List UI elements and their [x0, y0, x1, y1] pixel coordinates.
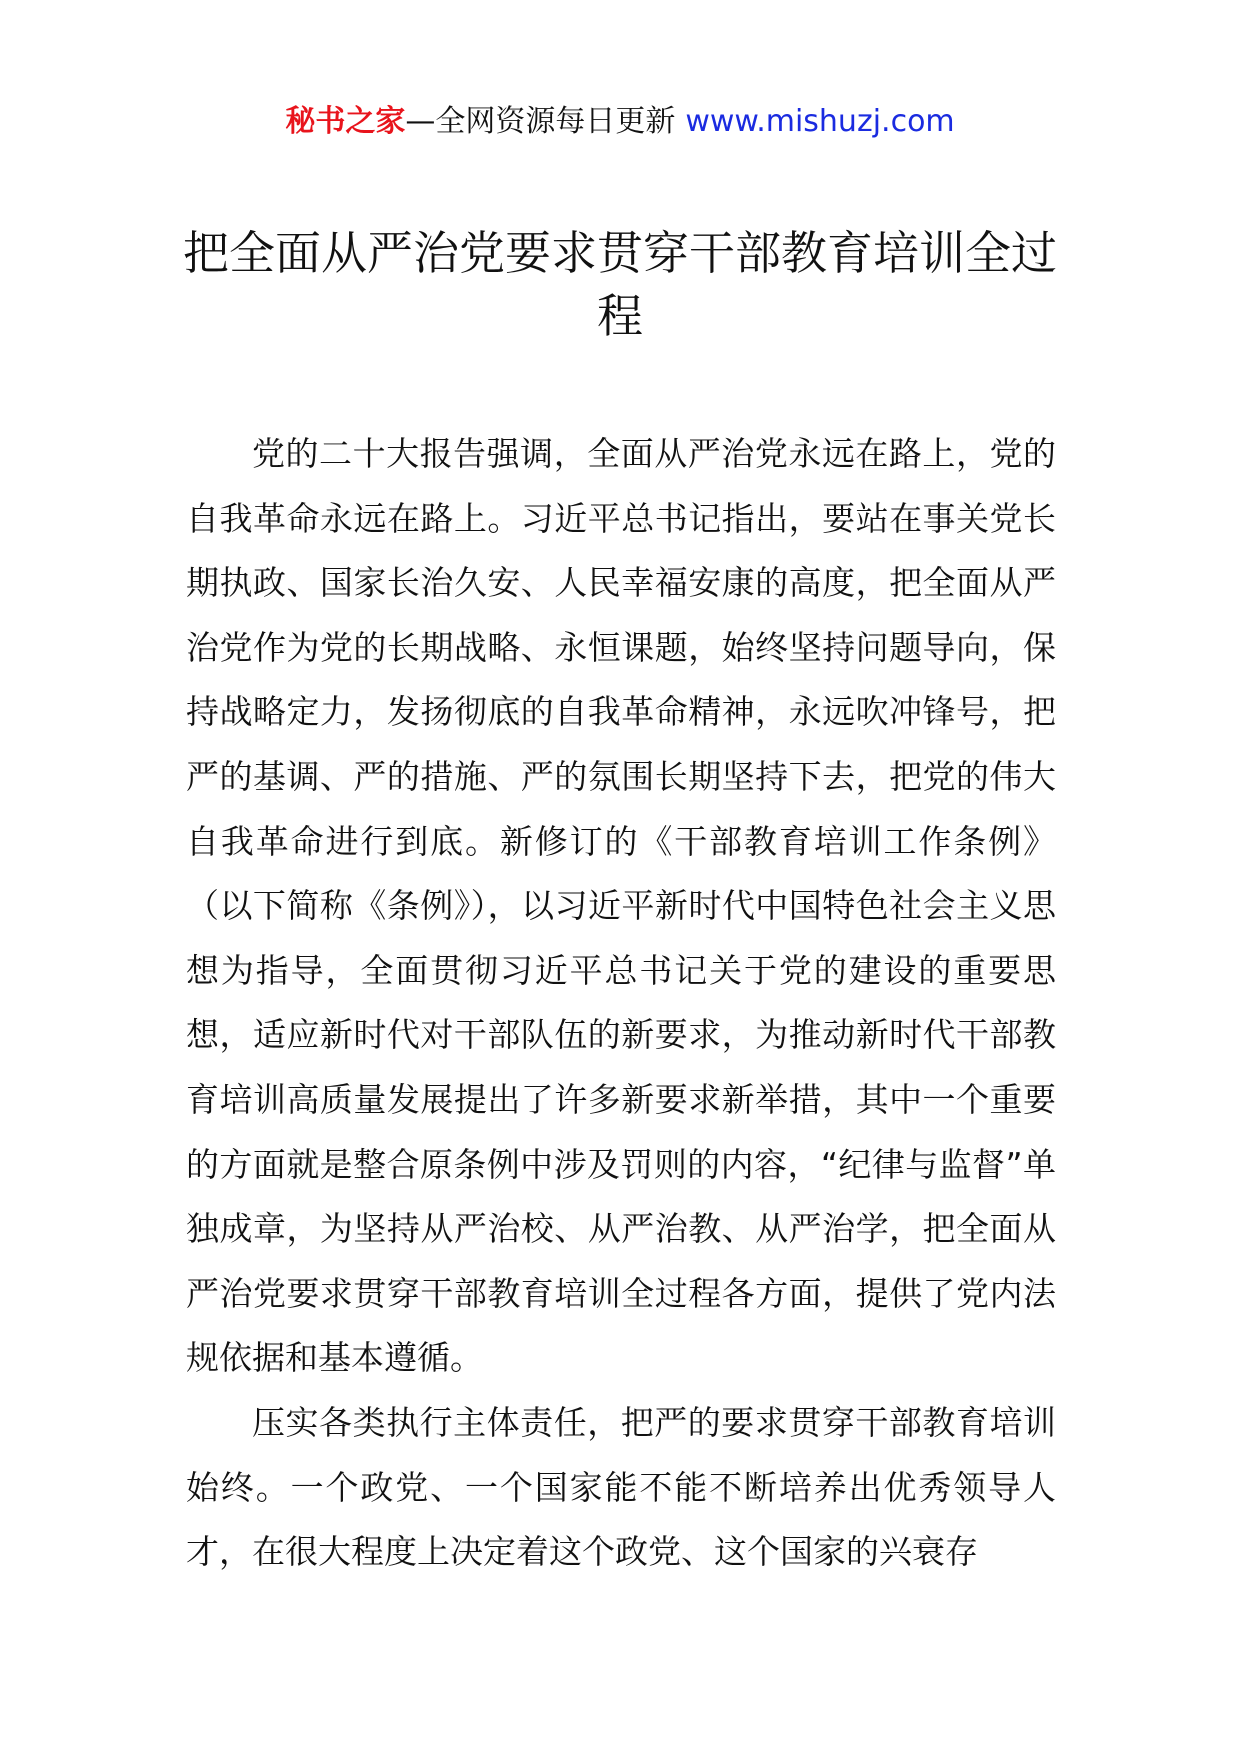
site-url-link[interactable]: www.mishuzj.com	[685, 104, 955, 139]
document-title: 把全面从严治党要求贯穿干部教育培训全过程	[183, 226, 1057, 343]
paragraph-1: 党的二十大报告强调，全面从严治党永远在路上，党的自我革命永远在路上。习近平总书记指出，要站在事关党长期执政、国家长治久安、人民幸福安康的高度，把全面从严治党作为党的长期战略、永恒课题，始终坚持问题导向，保持战略定力，发扬彻底的自我革命精神，永远吹冲锋号，把严的基调、严的措施、严的氛围长期坚持下去，把党的伟大自我革命进行到底。新修订的《干部教育培训工作条例》（以下简称《条例》），以习近平新时代中国特色社会主义思想为指导，全面贯彻习近平总书记关于党的建设的重要思想，适应新时代对干部队伍的新要求，为推动新时代干部教育培训高质量发展提出了许多新要求新举措，其中一个重要的方面就是整合原条例中涉及罚则的内容，“纪律与监督”单独成章，为坚持从严治校、从严治教、从严治学，把全面从严治党要求贯穿干部教育培训全过程各方面，提供了党内法规依据和基本遵循。	[186, 434, 1056, 1378]
paragraph-2: 压实各类执行主体责任，把严的要求贯穿干部教育培训始终。一个政党、一个国家能不能不断培养出优秀领导人才，在很大程度上决定着这个政党、这个国家的兴衰存	[186, 1402, 1056, 1572]
document-body	[186, 422, 1056, 1585]
site-brand: 秘书之家	[285, 104, 406, 139]
site-header	[0, 100, 1240, 144]
site-tagline: —全网资源每日更新	[405, 104, 676, 139]
